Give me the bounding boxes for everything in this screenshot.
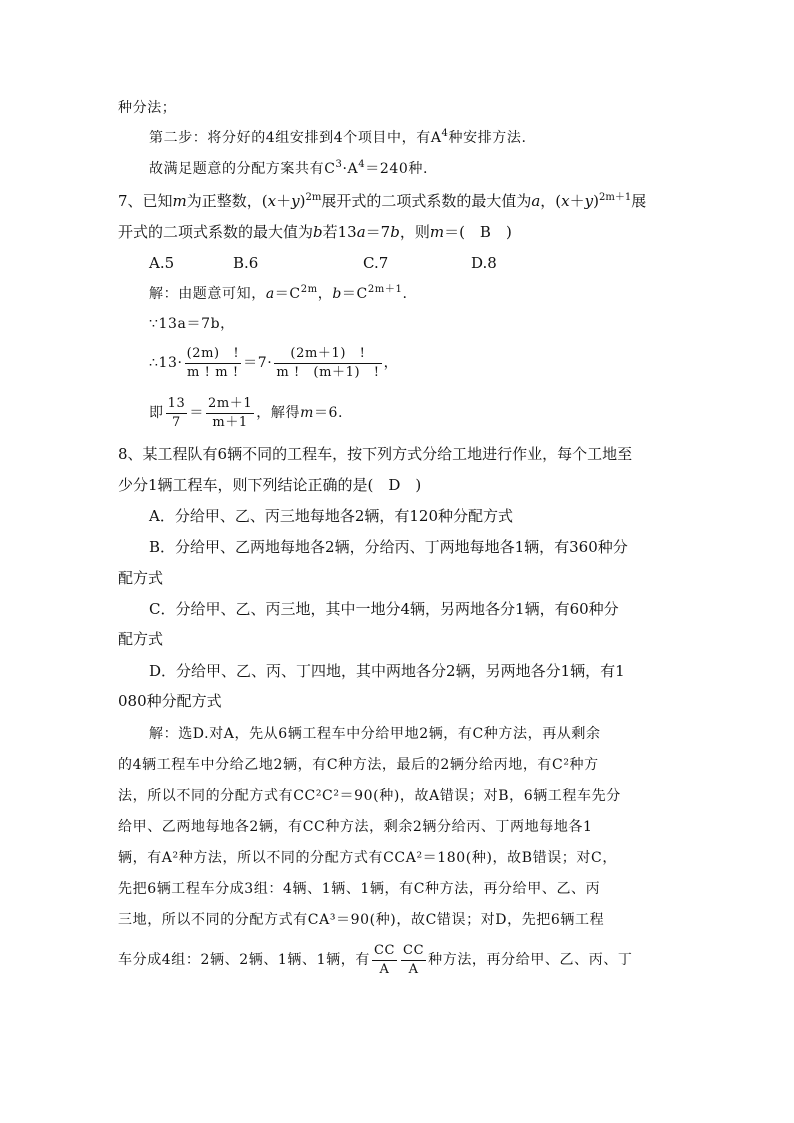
text: 2m＋1 xyxy=(367,284,403,295)
text: ，( xyxy=(540,192,562,210)
q8-line-1: 8、某工程队有6辆不同的工程车，按下列方式分给工地进行作业，每个工地至 xyxy=(118,445,633,463)
text: m xyxy=(172,192,187,210)
fraction xyxy=(372,942,397,979)
q8-solution-5: 辆，有A²种方法，所以不同的分配方式有CCA²＝180(种)，故B错误；对C， xyxy=(118,850,617,866)
text: ＝C xyxy=(274,286,301,302)
numerator: (2m) ! xyxy=(185,345,242,364)
text: ， xyxy=(317,286,333,302)
q8-solution-6: 先把6辆工程车分成3组：4辆、1辆、1辆，有C种方法，再分给甲、乙、丙 xyxy=(118,881,601,897)
q8-option-b-line-2: 配方式 xyxy=(118,569,164,587)
q7-solution-2: ∵13a＝7b， xyxy=(149,316,235,332)
q8-solution-4: 给甲、乙两地每地各2辆，有CC种方法，剩余2辆分给丙、丁两地每地各1 xyxy=(118,819,593,835)
numerator: 2m＋1 xyxy=(206,395,254,414)
q8-option-d-line-2: 080种分配方式 xyxy=(118,692,222,710)
text: x xyxy=(561,192,570,210)
text: ) xyxy=(593,192,599,210)
text: 解：由题意可知， xyxy=(149,286,266,302)
text: 2m＋1 xyxy=(598,192,632,203)
q8-option-a: A．分给甲、乙、丙三地每地各2辆，有120种分配方式 xyxy=(149,507,514,525)
text: 4 xyxy=(358,159,366,170)
q8-solution-7: 三地，所以不同的分配方式有CA³＝90(种)，故C错误；对D，先把6辆工程 xyxy=(118,912,605,928)
text: ＋ xyxy=(276,192,292,210)
denominator: m＋1 xyxy=(212,414,248,430)
text: m xyxy=(300,405,314,421)
text: 7、已知 xyxy=(118,192,173,210)
denominator: m ! (m＋1) ! xyxy=(276,364,380,380)
q8-line-2: 少分1辆工程车，则下列结论正确的是( D ) xyxy=(118,476,422,494)
text: ＋ xyxy=(569,192,585,210)
q7-line-2 xyxy=(118,222,512,242)
q7-option-c: C.7 xyxy=(363,254,389,272)
prev-line-3 xyxy=(149,159,428,179)
q7-option-d: D.8 xyxy=(471,254,497,272)
q8-solution-8 xyxy=(118,937,633,983)
fraction xyxy=(401,942,426,979)
q7-option-b: B.6 xyxy=(233,254,259,272)
text: m xyxy=(429,223,445,241)
q7-line-1 xyxy=(118,191,646,211)
text: 第二步：将分好的4组安排到4个项目中，有A xyxy=(149,130,442,146)
text: 3 xyxy=(335,159,343,170)
q7-solution-3 xyxy=(149,340,398,386)
fraction xyxy=(206,395,254,432)
text: a xyxy=(265,286,275,302)
text: b xyxy=(390,223,400,241)
q8-option-c-line-1: C．分给甲、乙、丙三地，其中一地分4辆，另两地各分1辆，有60种分 xyxy=(149,600,619,618)
text: ＝7 xyxy=(365,223,391,241)
text: ＝6. xyxy=(313,405,344,421)
q8-solution-3: 法，所以不同的分配方式有CC²C²＝90(种)，故A错误；对B，6辆工程车先分 xyxy=(118,788,621,804)
text: 展开式的二项式系数的最大值为 xyxy=(321,192,532,210)
text: a xyxy=(356,223,366,241)
numerator: 13 xyxy=(166,395,188,414)
text: ＝C xyxy=(341,286,368,302)
denominator: A xyxy=(408,961,419,977)
text: y xyxy=(584,192,594,210)
text: 展 xyxy=(631,192,647,210)
text: ＝ xyxy=(189,405,204,421)
text: ＝( B ) xyxy=(444,223,512,241)
denominator: m ! m ! xyxy=(187,364,239,380)
text: b xyxy=(313,223,323,241)
text: 为正整数，( xyxy=(186,192,268,210)
text: . xyxy=(402,286,408,302)
text: 种安排方法. xyxy=(448,130,527,146)
text: ∴13· xyxy=(149,355,183,371)
q8-option-c-line-2: 配方式 xyxy=(118,630,164,648)
text: 若13 xyxy=(322,223,357,241)
text: ＝240种. xyxy=(365,161,428,177)
text: y xyxy=(291,192,300,210)
text: b xyxy=(332,286,342,302)
text: ) xyxy=(299,192,306,210)
fraction xyxy=(274,345,381,382)
text: 4 xyxy=(441,128,449,139)
text: 即 xyxy=(149,405,164,421)
text: 故满足题意的分配方案共有C xyxy=(149,161,336,177)
q8-option-b-line-1: B．分给甲、乙两地每地各2辆，分给丙、丁两地每地各1辆，有360种分 xyxy=(149,538,628,556)
text: x xyxy=(267,192,277,210)
text: 开式的二项式系数的最大值为 xyxy=(118,223,314,241)
fraction xyxy=(166,395,188,432)
text: 车分成4组：2辆、2辆、1辆、1辆，有 xyxy=(118,952,370,968)
text: ， xyxy=(383,355,399,371)
text: a xyxy=(531,192,541,210)
q8-option-d-line-1: D．分给甲、乙、丙、丁四地，其中两地各分2辆，另两地各分1辆，有1 xyxy=(149,662,625,680)
text: 种分法； xyxy=(118,100,177,116)
prev-line-2 xyxy=(149,128,527,148)
q8-solution-2: 的4辆工程车中分给乙地2辆，有C种方法，最后的2辆分给丙地，有C²种方 xyxy=(118,757,599,773)
q8-solution-1: 解：选D.对A，先从6辆工程车中分给甲地2辆，有C种方法，再从剩余 xyxy=(149,726,601,742)
text: ，则 xyxy=(399,223,430,241)
prev-line-1 xyxy=(118,98,176,118)
q7-solution-1 xyxy=(149,284,408,304)
text: 种方法，再分给甲、乙、丙、丁 xyxy=(428,952,633,968)
numerator: (2m＋1) ! xyxy=(274,345,381,364)
fraction xyxy=(185,345,242,382)
q7-option-a: A.5 xyxy=(149,254,175,272)
denominator: 7 xyxy=(172,414,181,430)
text: 2m xyxy=(300,284,318,295)
denominator: A xyxy=(379,961,390,977)
q7-solution-4 xyxy=(149,390,343,436)
text: 2m xyxy=(305,192,322,203)
text: ＝7· xyxy=(243,355,273,371)
numerator: CC xyxy=(401,942,426,961)
numerator: CC xyxy=(372,942,397,961)
text: ·A xyxy=(342,161,359,177)
text: ，解得 xyxy=(256,405,301,421)
